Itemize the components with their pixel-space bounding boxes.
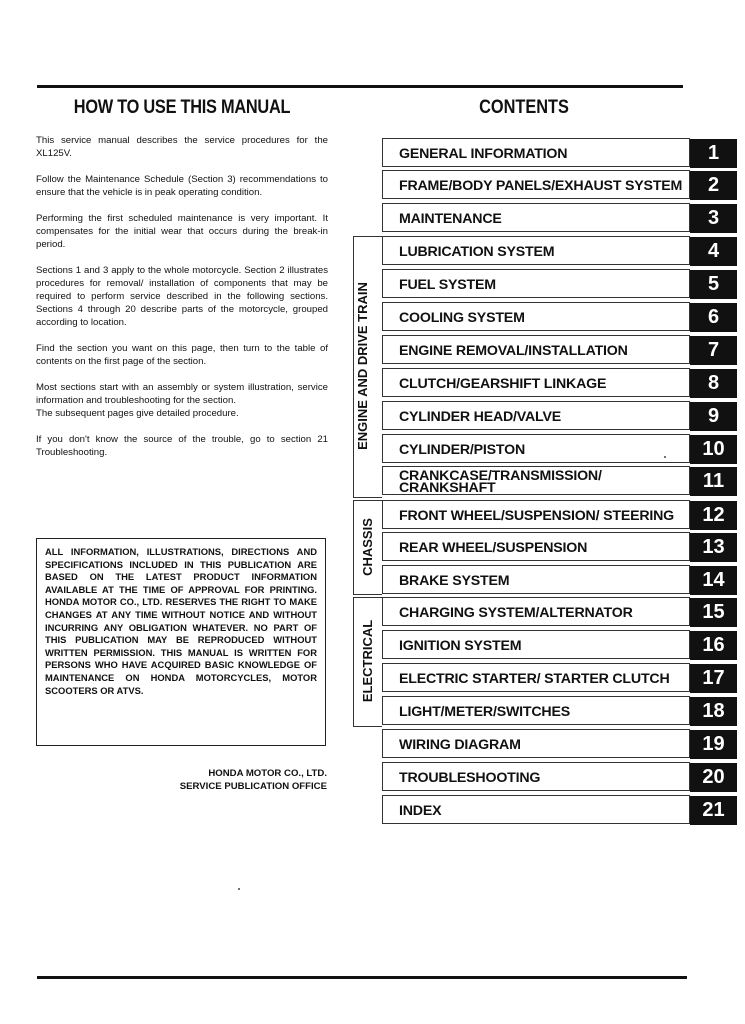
toc-section-number: 15 [690,598,737,627]
toc-entry-box [382,630,690,659]
publisher-company: HONDA MOTOR CO., LTD. [208,768,327,779]
toc-entry-box [382,597,690,626]
intro-paragraph: Find the section you want on this page, then turn to the table of contents on the first page of the section. [36,343,328,367]
toc-entry-box [382,762,690,791]
toc-entry-title: ENGINE REMOVAL/INSTALLATION [399,342,628,359]
toc-entry-title: LUBRICATION SYSTEM [399,243,555,260]
toc-entry-box [382,203,690,232]
toc-entry-title: CHARGING SYSTEM/ALTERNATOR [399,604,633,621]
toc-entry-title: GENERAL INFORMATION [399,145,568,162]
engine-group-label: ENGINE AND DRIVE TRAIN [355,282,370,450]
toc-section-number: 17 [690,664,737,693]
toc-entry-box [382,500,690,529]
toc-section-number: 9 [690,402,737,431]
toc-entry-title: WIRING DIAGRAM [399,736,521,753]
intro-paragraph: Most sections start with an assembly or system illustration, service information and troubleshooting for the section. [36,382,328,406]
toc-entry-box [382,269,690,298]
toc-section-number: 14 [690,566,737,595]
toc-entry-title: MAINTENANCE [399,210,502,227]
toc-entry-box [382,368,690,397]
intro-paragraph: This service manual describes the service procedures for the XL125V. [36,135,328,159]
toc-section-number: 11 [690,467,737,496]
toc-section-number: 20 [690,763,737,792]
chassis-group-label: CHASSIS [360,518,375,576]
toc-entry-title: INDEX [399,802,442,819]
intro-paragraph: Sections 1 and 3 apply to the whole motorcycle. Section 2 illustrates procedures for removal/ installation of components that may be required to perform service described in the following sections. Sections 4 through 20 describe parts of the motorcycle, grouped according to location. [36,265,328,328]
intro-paragraph: Follow the Maintenance Schedule (Section 3) recommendations to ensure that the vehicle is in peak operating condition. [36,174,328,198]
toc-section-number: 4 [690,237,737,266]
toc-entry-title: FRAME/BODY PANELS/EXHAUST SYSTEM [399,177,683,194]
toc-entry-title: CLUTCH/GEARSHIFT LINKAGE [399,375,607,392]
intro-paragraph: The subsequent pages give detailed procedure. [36,408,239,419]
toc-entry-box [382,466,690,495]
toc-entry-box [382,138,690,167]
toc-entry-box [382,696,690,725]
toc-entry-title: FRONT WHEEL/SUSPENSION/ STEERING [399,507,675,524]
speck [664,456,666,458]
toc-entry-title: LIGHT/METER/SWITCHES [399,703,570,720]
toc-section-number: 5 [690,270,737,299]
speck [238,888,240,890]
toc-entry-box [382,401,690,430]
toc-section-number: 13 [690,533,737,562]
manual-usage-title: HOW TO USE THIS MANUAL [73,97,291,118]
toc-section-number: 21 [690,796,737,825]
toc-entry-box [382,532,690,561]
toc-section-number: 6 [690,303,737,332]
toc-section-number: 12 [690,501,737,530]
toc-entry-box [382,663,690,692]
toc-entry-title: IGNITION SYSTEM [399,637,522,654]
toc-section-number: 18 [690,697,737,726]
toc-section-number: 2 [690,171,737,200]
toc-entry-box [382,335,690,364]
toc-entry-box [382,795,690,824]
toc-section-number: 19 [690,730,737,759]
bottom-rule [37,976,687,979]
toc-section-number: 7 [690,336,737,365]
top-rule [37,85,683,88]
toc-entry-title: ELECTRIC STARTER/ STARTER CLUTCH [399,670,670,687]
intro-text [36,134,328,472]
electrical-group-label: ELECTRICAL [360,619,375,703]
contents-title: CONTENTS [479,97,569,118]
toc-entry-title: COOLING SYSTEM [399,309,525,326]
legal-notice-box: ALL INFORMATION, ILLUSTRATIONS, DIRECTIONS AND SPECIFICATIONS INCLUDED IN THIS PUBLICATION ARE BASED ON THE LATEST PRODUCT INFORMATION AVAILABLE AT THE TIME OF APPROVAL FOR PRINTING. HONDA MOTOR CO., LTD. RESERVES THE RIGHT TO MAKE CHANGES AT ANY TIME WITHOUT NOTICE AND WITHOUT INCURRING ANY OBLIGATION WHATEVER. NO PART OF THIS PUBLICATION MAY BE REPRODUCED WITHOUT WRITTEN PERMISSION. THIS MANUAL IS WRITTEN FOR PERSONS WHO HAVE ACQUIRED BASIC KNOWLEDGE OF MAINTENANCE ON HONDA MOTORCYCLES, MOTOR SCOOTERS OR ATVS. [36,538,326,746]
toc-entry-box [382,302,690,331]
toc-section-number: 16 [690,631,737,660]
toc-entry-box [382,729,690,758]
toc-entry-title: FUEL SYSTEM [399,276,496,293]
toc-entry-box [382,170,690,199]
toc-section-number: 1 [690,139,737,168]
toc-entry-box [382,236,690,265]
toc-section-number: 8 [690,369,737,398]
intro-paragraph: Performing the first scheduled maintenance is very important. It compensates for the initial wear that occurs during the break-in period. [36,213,328,250]
toc-entry-title: CYLINDER HEAD/VALVE [399,408,561,425]
publisher-office: SERVICE PUBLICATION OFFICE [179,781,327,792]
toc-section-number: 3 [690,204,737,233]
publisher-block [120,767,327,793]
toc-entry-title: CRANKCASE/TRANSMISSION/ CRANKSHAFT [399,467,602,496]
toc-entry-title: BRAKE SYSTEM [399,572,510,589]
intro-paragraph: If you don't know the source of the trouble, go to section 21 Troubleshooting. [36,434,328,458]
toc-entry-title: REAR WHEEL/SUSPENSION [399,539,588,556]
toc-entry-box [382,565,690,594]
toc-entry-title: CYLINDER/PISTON [399,441,526,458]
toc-entry-title: TROUBLESHOOTING [399,769,541,786]
toc-section-number: 10 [690,435,737,464]
toc-entry-box [382,434,690,463]
